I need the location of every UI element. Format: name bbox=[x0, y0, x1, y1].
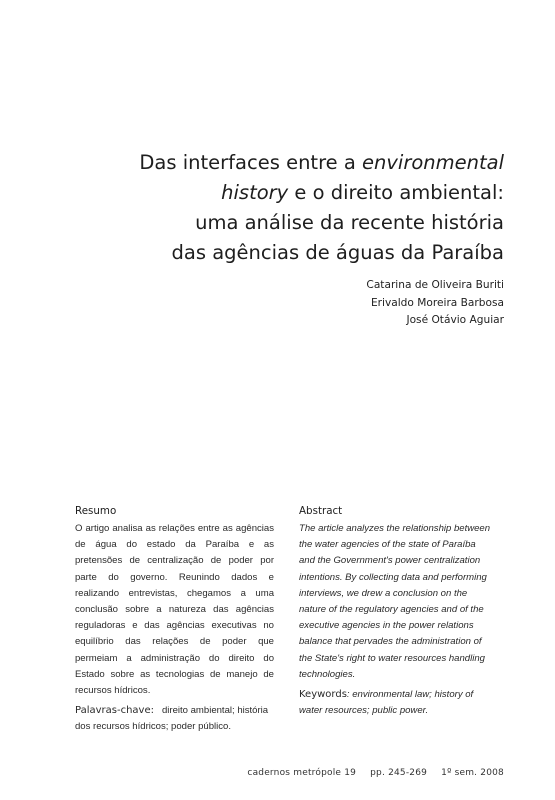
keywords-values-1: : environmental law; history of bbox=[346, 689, 474, 701]
abstract-line: intentions. By collecting data and performing bbox=[299, 571, 487, 583]
abstract-line: balance that pervades the administration of bbox=[299, 636, 482, 648]
author-list bbox=[204, 277, 504, 330]
footer-issue: 1º sem. 2008 bbox=[441, 768, 504, 778]
author-name: Erivaldo Moreira Barbosa bbox=[370, 296, 504, 309]
abstract-line: The article analyzes the relationship between bbox=[299, 523, 491, 534]
article-title bbox=[84, 148, 504, 268]
title-line-3: uma análise da recente história bbox=[195, 211, 504, 234]
title-line-2 bbox=[84, 178, 504, 208]
abstract-heading: Abstract bbox=[299, 505, 343, 517]
title-line-2-text: e o direito ambiental: bbox=[288, 181, 504, 204]
keywords bbox=[299, 687, 505, 719]
title-line-2-italic: history bbox=[221, 181, 289, 204]
palavras-chave-values: direito ambiental; história dos recursos hídricos; poder público. bbox=[75, 705, 269, 733]
abstract-line: the State's right to water resources handling bbox=[299, 652, 485, 664]
abstract-text bbox=[299, 521, 505, 683]
abstract-line: nature of the regulatory agencies and of the bbox=[299, 604, 484, 616]
palavras-chave-label: Palavras-chave: bbox=[75, 705, 154, 717]
footer-journal: cadernos metrópole 19 bbox=[247, 768, 357, 778]
title-line-1 bbox=[84, 148, 504, 178]
footer-pages: pp. 245-269 bbox=[370, 768, 428, 778]
resumo-text: O artigo analisa as relações entre as agências de água do estado da Paraíba e as pretensões de centralização de poder por parte do governo. Reunindo dados e realizando entrevistas, chegamos a uma conclusão sobre a natureza das agências reguladoras e das agências executivas no equilíbrio das relações de poder que permeiam a administração do direito do Estado sobre as tecnologias de manejo de recursos hídricos. bbox=[75, 523, 274, 697]
author-name: Catarina de Oliveira Buriti bbox=[366, 279, 504, 291]
keywords-label: Keywords bbox=[299, 689, 347, 701]
abstract-line: executive agencies in the power relations bbox=[299, 620, 474, 632]
title-line-1-text: Das interfaces entre a bbox=[139, 151, 363, 174]
keywords-values-2: water resources; public power. bbox=[299, 705, 429, 717]
title-line-1-italic: environmental bbox=[362, 151, 504, 174]
resumo-heading: Resumo bbox=[75, 505, 117, 517]
page-footer bbox=[236, 768, 504, 778]
author-name: José Otávio Aguiar bbox=[406, 314, 504, 326]
abstract-section bbox=[299, 503, 505, 719]
abstract-line: technologies. bbox=[299, 668, 356, 680]
abstract-line: interviews, we drew a conclusion on the bbox=[299, 587, 468, 599]
resumo-section bbox=[75, 503, 274, 736]
title-line-4: das agências de águas da Paraíba bbox=[171, 241, 504, 264]
abstract-line: the water agencies of the state of Paraíba bbox=[299, 539, 476, 551]
palavras-chave bbox=[75, 703, 274, 735]
abstract-line: and the Government's power centralization bbox=[299, 555, 481, 567]
